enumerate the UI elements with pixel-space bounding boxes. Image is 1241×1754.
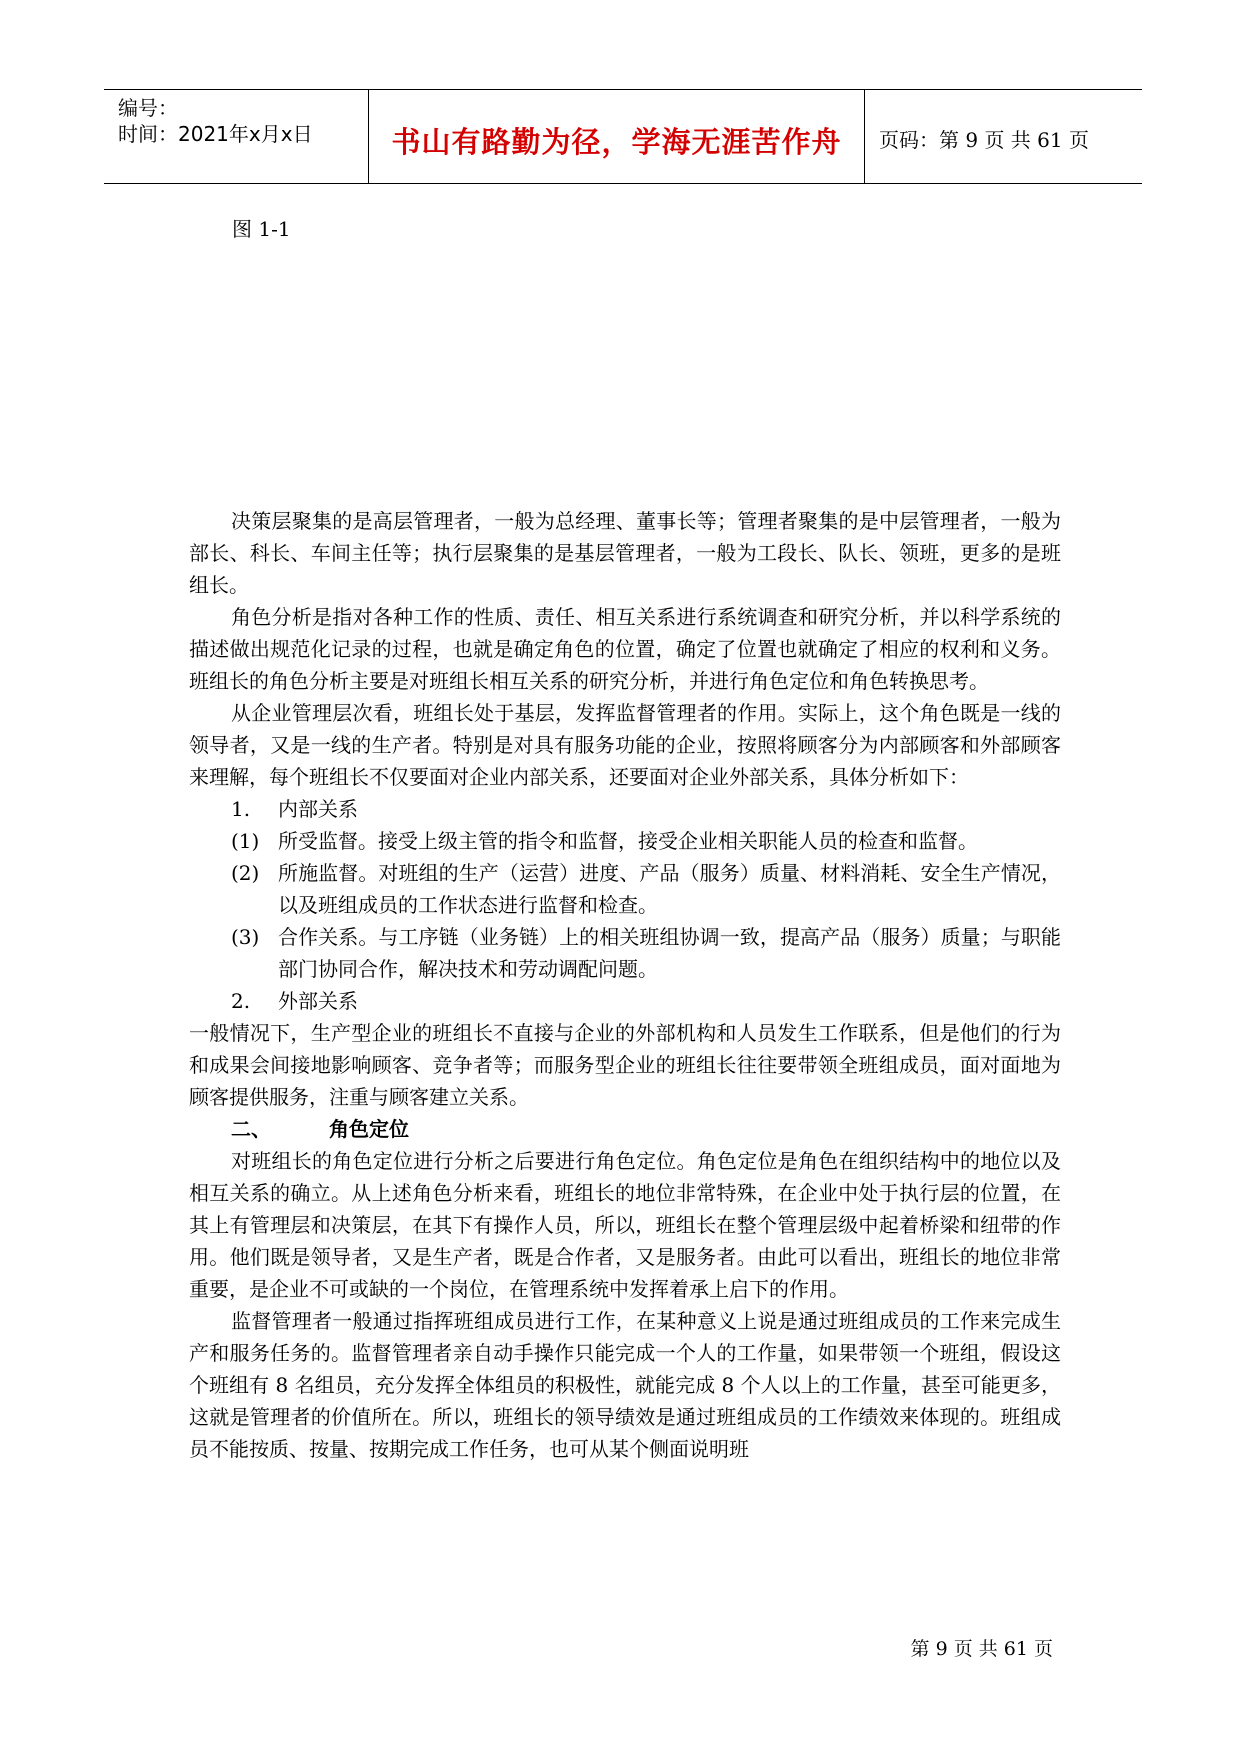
paragraph: 监督管理者一般通过指挥班组成员进行工作，在某种意义上说是通过班组成员的工作来完成生产和服务任务的。监督管理者亲自动手操作只能完成一个人的工作量，如果带领一个班组，假设这个班组有 8 名组员，充分发挥全体组员的积极性，就能完成 8 个人以上的工作量，甚至可能更多，这就是管理者的价值所在。所以，班组长的领导绩效是通过班组成员的工作绩效来体现的。班组成员不能按质、按量、按期完成工作任务，也可从某个侧面说明班: [189, 1309, 1061, 1461]
list-heading-text: 外部关系: [278, 989, 358, 1013]
list-heading: [189, 985, 1061, 1017]
paragraph: 角色分析是指对各种工作的性质、责任、相互关系进行系统调查和研究分析，并以科学系统的描述做出规范化记录的过程，也就是确定角色的位置，确定了位置也就确定了相应的权利和义务。班组长的角色分析主要是对班组长相互关系的研究分析，并进行角色定位和角色转换思考。: [189, 605, 1061, 693]
document-number-label: 编号：: [118, 96, 178, 120]
header-page-label: 页码：第 9 页 共 61 页: [879, 128, 1089, 152]
list-item: [189, 921, 1061, 985]
paragraph: 决策层聚集的是高层管理者，一般为总经理、董事长等；管理者聚集的是中层管理者，一般为部长、科长、车间主任等；执行层聚集的是基层管理者，一般为工段长、队长、领班，更多的是班组长。: [189, 509, 1061, 597]
list-item-number: (3): [231, 925, 260, 949]
figure-caption: 图 1-1: [232, 217, 291, 241]
section-number: 二、: [231, 1117, 271, 1141]
page-header: [104, 89, 1142, 184]
document-body: [189, 505, 1061, 1465]
list-item: [189, 857, 1061, 921]
header-motto-cell: [369, 90, 865, 183]
list-item: [189, 825, 1061, 857]
list-number: 1.: [231, 797, 251, 821]
section-title: 角色定位: [329, 1117, 409, 1141]
paragraph: 一般情况下，生产型企业的班组长不直接与企业的外部机构和人员发生工作联系，但是他们的行为和成果会间接地影响顾客、竞争者等；而服务型企业的班组长往往要带领全班组成员，面对面地为顾客提供服务，注重与顾客建立关系。: [189, 1021, 1061, 1109]
list-heading: [189, 793, 1061, 825]
paragraph: 从企业管理层次看，班组长处于基层，发挥监督管理者的作用。实际上，这个角色既是一线的领导者，又是一线的生产者。特别是对具有服务功能的企业，按照将顾客分为内部顾客和外部顾客来理解，每个班组长不仅要面对企业内部关系，还要面对企业外部关系，具体分析如下：: [189, 701, 1061, 789]
list-heading-text: 内部关系: [278, 797, 358, 821]
header-page-cell: [865, 90, 1142, 183]
section-heading: [189, 1113, 1061, 1145]
paragraph: 对班组长的角色定位进行分析之后要进行角色定位。角色定位是角色在组织结构中的地位以及相互关系的确立。从上述角色分析来看，班组长的地位非常特殊，在企业中处于执行层的位置，在其上有管理层和决策层，在其下有操作人员，所以，班组长在整个管理层级中起着桥梁和纽带的作用。他们既是领导者，又是生产者，既是合作者，又是服务者。由此可以看出，班组长的地位非常重要，是企业不可或缺的一个岗位，在管理系统中发挥着承上启下的作用。: [189, 1149, 1061, 1301]
list-item-text: 所施监督。对班组的生产（运营）进度、产品（服务）质量、材料消耗、安全生产情况，以及班组成员的工作状态进行监督和检查。: [278, 861, 1061, 917]
list-item-text: 合作关系。与工序链（业务链）上的相关班组协调一致，提高产品（服务）质量；与职能部门协同合作，解决技术和劳动调配问题。: [278, 925, 1061, 981]
document-time-label: 时间：2021年x月x日: [118, 122, 313, 146]
list-item-number: (2): [231, 861, 260, 885]
list-item-number: (1): [231, 829, 260, 853]
list-number: 2.: [231, 989, 251, 1013]
header-info-cell: [104, 90, 369, 183]
header-motto: 书山有路勤为径，学海无涯苦作舟: [391, 125, 842, 159]
page-footer: 第 9 页 共 61 页: [910, 1638, 1053, 1660]
list-item-text: 所受监督。接受上级主管的指令和监督，接受企业相关职能人员的检查和监督。: [278, 829, 978, 853]
